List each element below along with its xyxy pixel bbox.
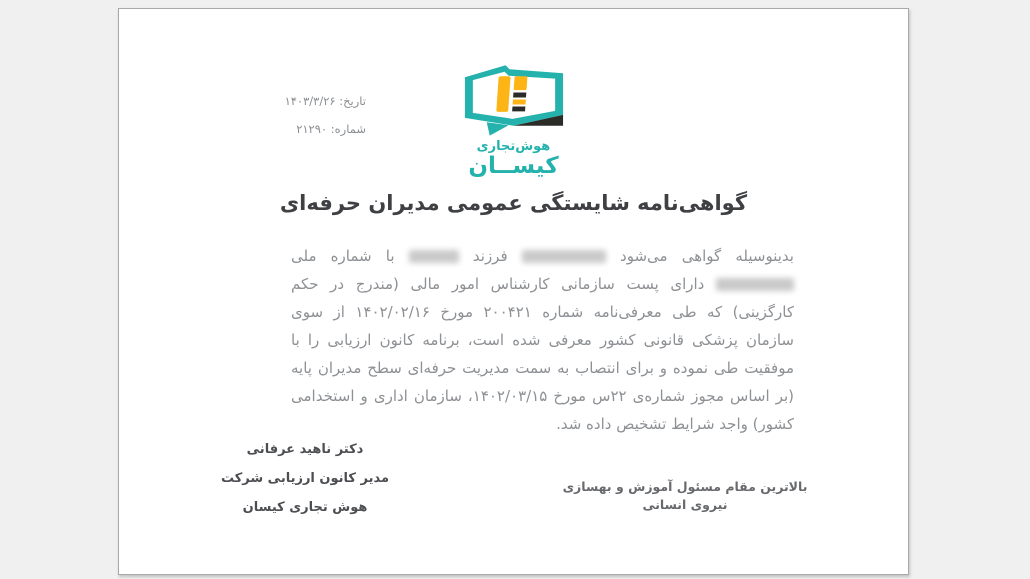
signer-role: مدیر کانون ارزیابی شرکت هوش تجاری کیسان: [220, 471, 390, 515]
redacted-father-name: [409, 250, 459, 263]
signer-name: دکتر ناهید عرفانی: [246, 442, 364, 457]
certificate-page: [118, 8, 909, 575]
number-label: شماره:: [330, 122, 366, 136]
body-rest: دارای پست سازمانی کارشناس امور مالی (مندرج در حکم کارگزینی) که طی معرفی‌نامه شماره ۲۰۰۴۲۱ مورخ ۱۴۰۲/۰۲/۱۶ از سوی سازمان پزشکی قانونی کشور معرفی شده است، برنامه کانون ارزیابی را با موفقیت طی نموده و برای انتصاب به سمت مدیریت حرفه‌ای سطح مدیران پایه (بر اساس مجوز شماره‌ی ۲۲س مورخ ۱۴۰۲/۰۳/۱۵، سازمان اداری و استخدامی کشور) واجد شرایط تشخیص داده شد.: [291, 275, 794, 433]
date-value: ۱۴۰۳/۳/۲۶: [284, 94, 336, 108]
signature-block-left: [206, 435, 404, 522]
body-national-id-label: با شماره ملی: [291, 247, 395, 265]
body-child-of-label: فرزند: [472, 247, 508, 265]
body-intro: بدینوسیله گواهی می‌شود: [620, 247, 794, 265]
certificate-body: [291, 242, 794, 438]
number-value: ۲۱۲۹۰: [296, 122, 328, 136]
date-label: تاریخ:: [339, 94, 366, 108]
certificate-title: گواهی‌نامه شایستگی عمومی مدیران حرفه‌ای: [279, 191, 748, 215]
kisan-logo-mark-icon: [457, 63, 571, 136]
signature-block-right: بالاترین مقام مسئول آموزش و بهسازی نیروی انسانی: [562, 479, 808, 512]
kisan-logo: [119, 63, 908, 179]
logo-text-line1: هوش‌تجاری: [476, 139, 551, 154]
logo-text-line2: کیســان: [468, 153, 559, 179]
redacted-national-id: [716, 278, 794, 291]
redacted-name: [522, 250, 606, 263]
